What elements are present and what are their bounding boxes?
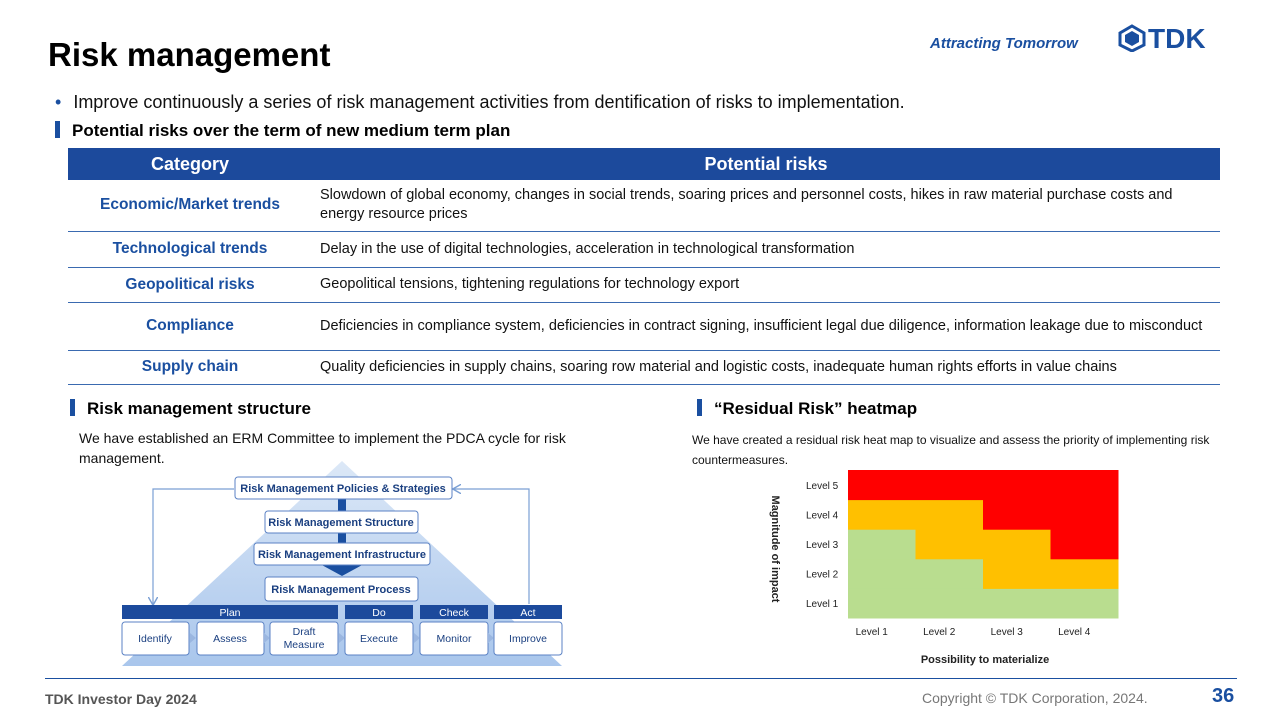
heatmap-cell-low	[1051, 588, 1119, 618]
heatmap-description: We have created a residual risk heat map to visualize and assess the priority of implementing risk countermeasures.	[692, 433, 1210, 467]
heatmap-cell-low	[848, 529, 916, 559]
heatmap-x-tick-label: Level 4	[1058, 627, 1091, 638]
heatmap-cell-medium	[983, 559, 1051, 589]
svg-text:Plan: Plan	[219, 607, 241, 619]
table-row	[68, 350, 1220, 384]
heatmap-y-tick-label: Level 4	[806, 510, 839, 522]
heatmap-cell-high	[916, 470, 984, 500]
table-row	[68, 302, 1220, 350]
row-category: Technological trends	[68, 231, 312, 267]
section-heading-heatmap: “Residual Risk” heatmap	[697, 399, 917, 419]
heatmap-cell-medium	[916, 500, 984, 530]
row-category: Economic/Market trends	[68, 180, 312, 231]
svg-text:Risk Management Policies & Str: Risk Management Policies & Strategies	[240, 483, 446, 495]
section-bar-icon	[697, 399, 702, 416]
footer-copyright: Copyright © TDK Corporation, 2024.	[922, 690, 1148, 706]
intro-bullet	[55, 92, 905, 113]
table-row	[68, 267, 1220, 302]
heatmap-cell-high	[1051, 529, 1119, 559]
row-category: Compliance	[68, 302, 312, 350]
heatmap-y-tick-label: Level 5	[806, 480, 839, 492]
column-header-risks: Potential risks	[312, 148, 1220, 180]
heatmap-x-axis-label: Possibility to materialize	[920, 654, 1050, 666]
heatmap-cell-high	[1051, 470, 1119, 500]
heatmap-cell-high	[983, 500, 1051, 530]
step-label-draft-measure: Draft Measure	[283, 626, 325, 651]
heatmap-cell-low	[916, 588, 984, 618]
heatmap-cell-medium	[916, 529, 984, 559]
svg-text:Risk Management Process: Risk Management Process	[271, 584, 411, 596]
intro-text: Improve continuously a series of risk management activities from dentification of risks to implementation.	[73, 92, 905, 112]
svg-text:Execute: Execute	[360, 633, 398, 645]
heatmap-y-tick-label: Level 1	[806, 599, 839, 611]
connector-bar	[338, 499, 346, 511]
section-heading-structure: Risk management structure	[70, 399, 311, 419]
section-heading-risks: Potential risks over the term of new medium term plan	[55, 121, 510, 141]
section-bar-icon	[55, 121, 60, 138]
heatmap-cell-high	[1051, 500, 1119, 530]
svg-text:Monitor: Monitor	[436, 633, 472, 645]
risk-table	[68, 148, 1220, 385]
page-number: 36	[1212, 685, 1235, 707]
heatmap-cell-medium	[1051, 559, 1119, 589]
structure-description: We have established an ERM Committee to implement the PDCA cycle for risk management.	[79, 430, 566, 466]
footer-divider	[45, 678, 1237, 679]
tagline: Attracting Tomorrow	[930, 35, 1078, 52]
column-header-category: Category	[68, 148, 312, 180]
svg-text:Do: Do	[372, 607, 386, 619]
svg-text:Risk Management Infrastructure: Risk Management Infrastructure	[257, 549, 427, 561]
heatmap-x-tick-label: Level 2	[923, 627, 956, 638]
footer-event: TDK Investor Day 2024	[45, 691, 197, 707]
heatmap-y-axis-label: Magnitude of impact	[769, 495, 781, 603]
row-category: Supply chain	[68, 350, 312, 384]
bullet-dot-icon: •	[55, 92, 62, 112]
residual-risk-heatmap	[760, 465, 1140, 670]
page-title: Risk management	[48, 36, 331, 73]
logo-text: TDK	[1148, 24, 1206, 52]
row-risks: Deficiencies in compliance system, deficiencies in contract signing, insufficient legal due diligence, information leakage due to misconduct	[312, 302, 1220, 350]
section-bar-icon	[70, 399, 75, 416]
svg-text:Identify: Identify	[138, 633, 172, 645]
svg-text:Improve: Improve	[509, 633, 547, 645]
svg-text:Check: Check	[439, 607, 469, 619]
heatmap-cell-low	[848, 588, 916, 618]
heatmap-cell-medium	[848, 500, 916, 530]
heatmap-cell-medium	[983, 529, 1051, 559]
heatmap-cell-high	[848, 470, 916, 500]
row-category: Geopolitical risks	[68, 267, 312, 302]
risk-structure-diagram	[110, 458, 580, 668]
table-row	[68, 231, 1220, 267]
row-risks: Geopolitical tensions, tightening regulations for technology export	[312, 267, 1220, 302]
heatmap-y-tick-label: Level 2	[806, 569, 839, 581]
heatmap-cell-high	[983, 470, 1051, 500]
svg-text:Act: Act	[520, 607, 536, 619]
table-header-row	[68, 148, 1220, 180]
heatmap-cell-low	[983, 588, 1051, 618]
row-risks: Quality deficiencies in supply chains, soaring row material and logistic costs, inadequate human rights efforts in value chains	[312, 350, 1220, 384]
heatmap-y-tick-label: Level 3	[806, 540, 839, 551]
table-row	[68, 180, 1220, 231]
tdk-logo	[1118, 24, 1236, 52]
heatmap-cell-low	[848, 559, 916, 589]
heatmap-x-tick-label: Level 1	[855, 627, 888, 638]
row-risks: Slowdown of global economy, changes in social trends, soaring prices and personnel costs, hikes in raw material purchase costs and energy resource prices	[312, 180, 1220, 231]
svg-text:Risk Management Structure: Risk Management Structure	[268, 517, 414, 529]
row-risks: Delay in the use of digital technologies, acceleration in technological transformation	[312, 231, 1220, 267]
heatmap-x-tick-label: Level 3	[990, 627, 1023, 638]
svg-text:Assess: Assess	[213, 633, 247, 645]
heatmap-cell-low	[916, 559, 984, 589]
